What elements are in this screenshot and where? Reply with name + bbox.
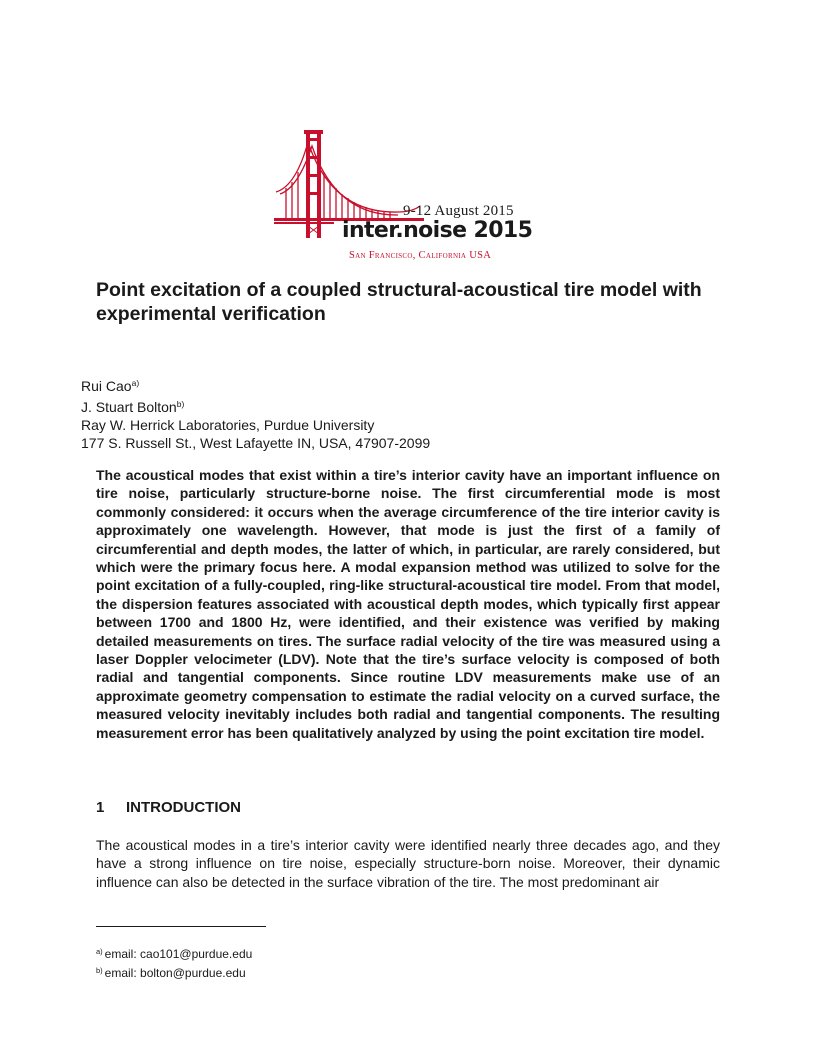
paper-title: Point excitation of a coupled structural-acoustical tire model with experimental verification [96,279,702,325]
author-line [81,395,430,416]
section-title: INTRODUCTION [126,799,241,816]
introduction-paragraph: The acoustical modes in a tire’s interior cavity were identified nearly three decades ago, and they have a strong influence on tire noise, especially structure-born noise. Moreover, their dynamic influence can also be detected in the surface vibration of the tire. The most predominant air [96,837,720,890]
footnote-divider [96,926,266,927]
conference-location: San Francisco, California USA [349,250,492,261]
footnote [96,944,252,963]
footnote [96,963,252,982]
conference-date: 9-12 August 2015 [403,203,514,219]
author-footnote-mark: b) [176,399,185,409]
footnote-mark: b) [96,965,103,975]
section-heading [96,799,241,816]
author-footnote-mark: a) [131,378,140,388]
footnote-email: email: cao101@purdue.edu [104,947,253,961]
section-number: 1 [96,799,105,816]
author-line [81,374,430,395]
footnotes [96,944,252,981]
golden-gate-bridge-icon [272,126,552,266]
affiliation: Ray W. Herrick Laboratories, Purdue University [81,417,375,433]
footnote-email: email: bolton@purdue.edu [104,965,246,980]
conference-logo [272,126,552,266]
author-name: Rui Cao [81,378,132,394]
author-name: J. Stuart Bolton [81,399,177,415]
footnote-mark: a) [96,947,103,956]
address: 177 S. Russell St., West Lafayette IN, USA, 47907-2099 [81,435,431,451]
abstract: The acoustical modes that exist within a tire’s interior cavity have an important influence on tire noise, particularly structure-borne noise. The first circumferential mode is most commonly considered: it occurs when the average circumference of the tire interior cavity is approximately one wavelength. However, that mode is just the first of a family of circumferential and depth modes, the latter of which, in particular, are rarely considered, but which were the primary focus here. A modal expansion method was utilized to solve for the point excitation of a fully-coupled, ring-like structural-acoustical tire model. From that model, the dispersion features associated with acoustical depth modes, which typically first appear between 1700 and 1800 Hz, were identified, and their existence was verified by making detailed measurements on tires. The surface radial velocity of the tire was measured using a laser Doppler velocimeter (LDV). Note that the tire’s surface velocity is composed of both radial and tangential components. Since routine LDV measurements make use of an approximate geometry compensation to estimate the radial velocity on a curved surface, the measured velocity inevitably includes both radial and tangential components. The resulting measurement error has been qualitatively analyzed by using the point excitation tire model. [96,467,720,741]
author-block [81,374,430,452]
conference-name: inter.noise 2015 [342,218,533,243]
